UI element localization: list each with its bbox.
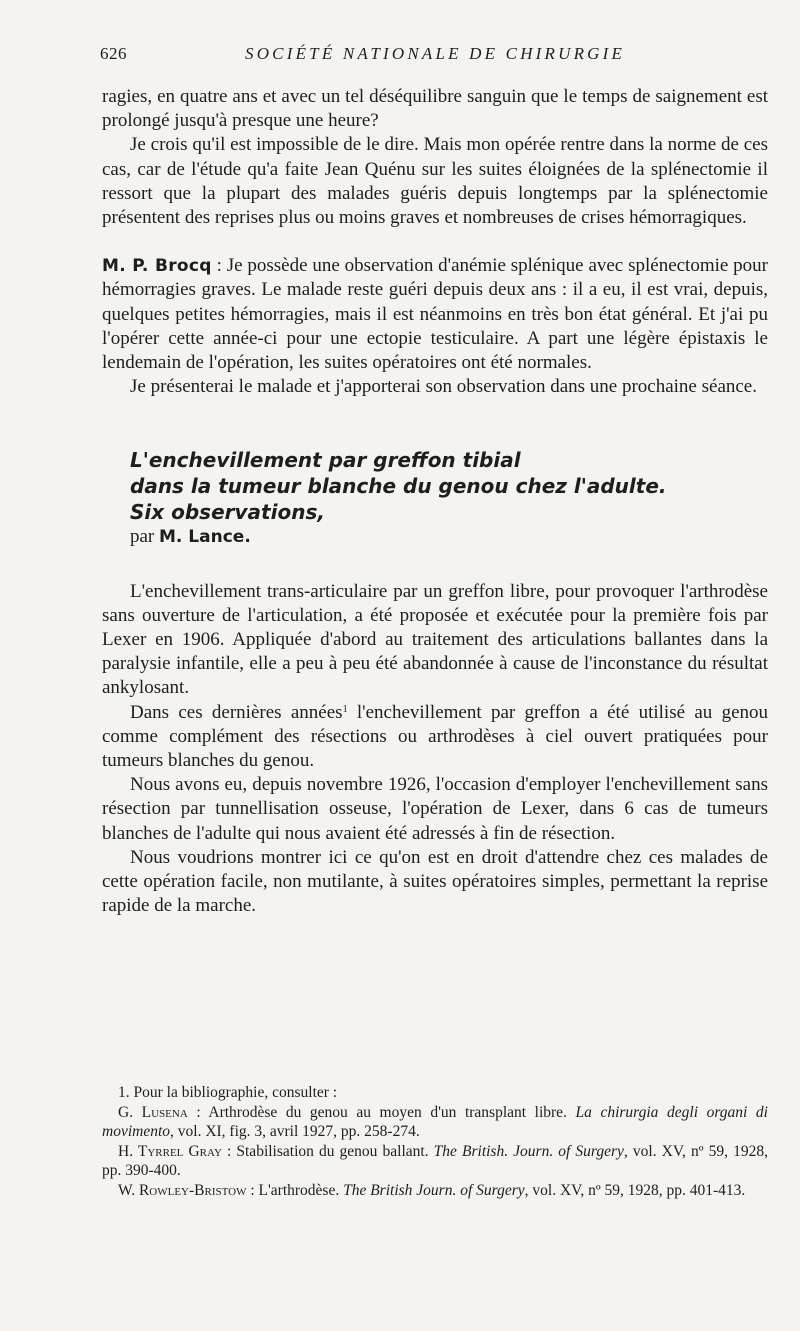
paragraph: Je présenterai le malade et j'apporterai son observation dans une prochaine séance.	[130, 376, 757, 398]
byline	[102, 525, 768, 549]
footnote-text: : Arthrodèse du genou au moyen d'un transplant libre.	[187, 1103, 576, 1121]
article-title-line-3: Six observations,	[130, 500, 325, 525]
running-head	[100, 44, 780, 68]
paragraph-text: Dans ces dernières années	[130, 701, 343, 723]
footnote	[102, 1103, 768, 1142]
footnote-journal: La chirurgia degli organi di movimento	[102, 1103, 768, 1140]
article-title-line-1: L'enchevillement par greffon tibial	[130, 448, 521, 473]
footnotes	[102, 1083, 768, 1200]
footnote: 1. Pour la bibliographie, consulter :	[118, 1084, 338, 1101]
footnote-reference: , vol. XV, nº 59, 1928, pp. 390-400.	[102, 1142, 768, 1179]
footnote-journal: The British Journ. of Surgery	[343, 1181, 525, 1199]
paragraph-continuation: ragies, en quatre ans et avec un tel déséquilibre sanguin que le temps de saignement est prolongé jusqu'à presque une heure?	[102, 86, 768, 132]
paragraph: Nous avons eu, depuis novembre 1926, l'occasion d'employer l'enchevillement sans résection par tunnellisation osseuse, l'opération de Lexer, dans 6 cas de tumeurs blanches de l'adulte qui nous avaient été adressés à fin de résection.	[102, 774, 768, 844]
paragraph: Nous voudrions montrer ici ce qu'on est en droit d'attendre chez ces malades de cette opération facile, non mutilante, à suites opératoires simples, permettant la reprise rapide de la marche.	[102, 846, 768, 917]
footnote	[102, 1142, 768, 1181]
author-name: M. Lance.	[159, 527, 251, 548]
footnote-author: G. Lusena	[118, 1103, 188, 1121]
footnote-reference: , vol. XI, fig. 3, avril 1927, pp. 258-274.	[170, 1123, 420, 1140]
article-title-line-2: dans la tumeur blanche du genou chez l'adulte.	[130, 474, 667, 499]
paragraph-text: l'enchevillement par greffon a été utilisé au genou comme complément des résections ou arthrodèses à ciel ouvert pratiquées pour tumeurs blanches du genou.	[102, 701, 768, 772]
paragraph: L'enchevillement trans-articulaire par un greffon libre, pour provoquer l'arthrodèse sans ouverture de l'articulation, a été proposée et exécutée pour la première fois par Lexer en 1906. Appliquée d'abord au traitement des articulations ballantes dans la paralysie infantile, elle a peu à peu été abandonnée à cause de l'inconstance du résultat ankylosant.	[102, 580, 768, 699]
page-number: 626	[100, 44, 127, 63]
footnote-journal: The British. Journ. of Surgery	[433, 1142, 624, 1160]
paragraph	[102, 701, 768, 774]
discussion-paragraph	[102, 254, 768, 375]
journal-title: SOCIÉTÉ NATIONALE DE CHIRURGIE	[245, 44, 626, 63]
speaker-name: M. P. Brocq	[102, 256, 212, 277]
footnote-text: : L'arthrodèse.	[246, 1181, 344, 1199]
footnote-marker: 1	[342, 703, 348, 715]
footnote-author: W. Rowley-Bristow	[118, 1181, 247, 1199]
footnote-text: : Stabilisation du genou ballant.	[221, 1142, 434, 1160]
footnote-reference: , vol. XV, nº 59, 1928, pp. 401-413.	[524, 1181, 746, 1199]
footnote-author: H. Tyrrel Gray	[118, 1142, 222, 1160]
footnote	[102, 1181, 768, 1201]
discussion-text: : Je possède une observation d'anémie splénique avec splénectomie pour hémorragies graves. Le malade reste guéri depuis deux ans : il a eu, il est vrai, depuis, quelques petites hémorragies, mais il est néanmoins en très bon état général. Et j'ai pu l'opérer cette année-ci pour une ectopie testiculaire. A part une légère épistaxis le lendemain de l'opération, les suites opératoires ont été normales.	[102, 255, 768, 374]
paragraph: Je crois qu'il est impossible de le dire. Mais mon opérée rentre dans la norme de ces cas, car de l'étude qu'a faite Jean Quénu sur les suites éloignées de la splénectomie il ressort que la plupart des malades guéris depuis longtemps par la splénectomie présentent des reprises plus ou moins graves et nombreuses de crises hémorragiques.	[102, 134, 768, 229]
byline-prefix: par	[130, 526, 160, 548]
body-text	[102, 85, 768, 918]
